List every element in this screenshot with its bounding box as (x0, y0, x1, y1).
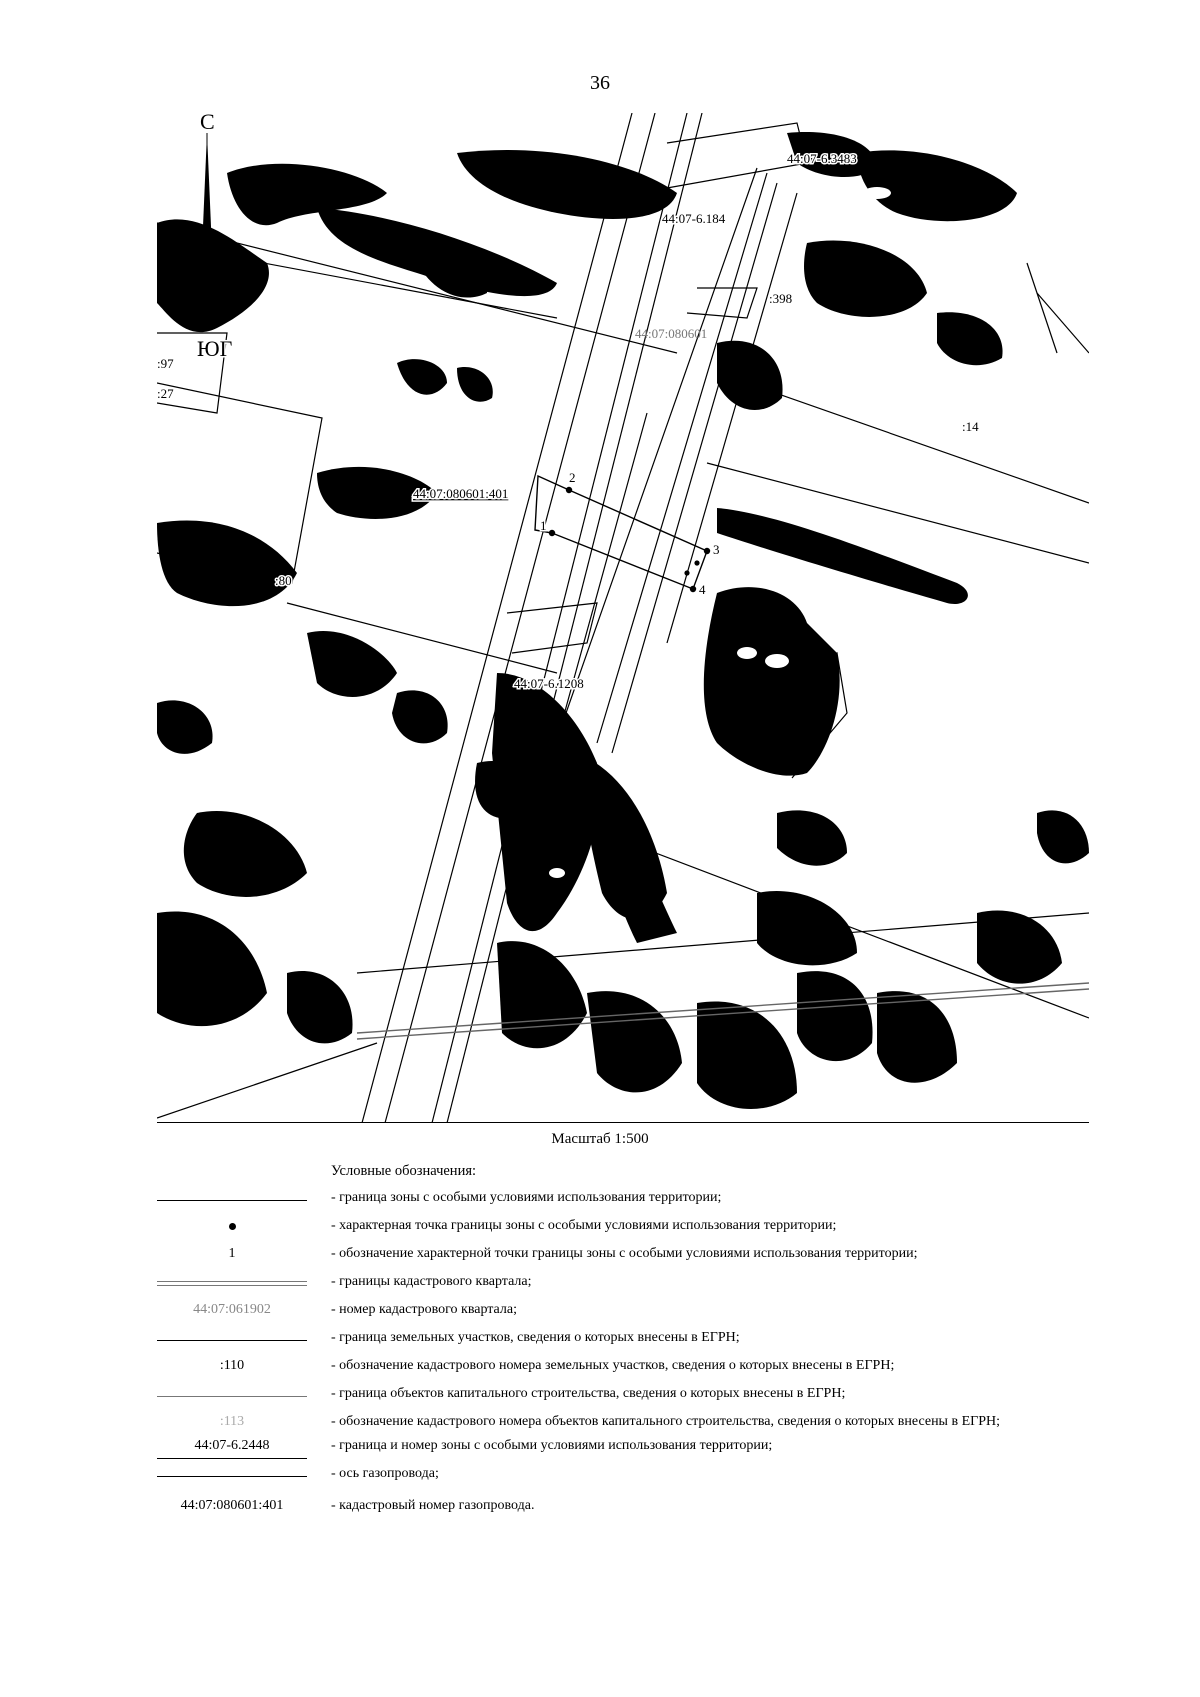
legend-item-zone-boundary (157, 1186, 1117, 1214)
legend-item-building-boundary (157, 1382, 1117, 1410)
label-parcel-14: :14 (962, 419, 979, 434)
label-parcel-398: :398 (769, 291, 793, 306)
zone-point-4 (690, 586, 696, 592)
page-number: 36 (590, 72, 610, 94)
legend-item-point-label (157, 1242, 1117, 1270)
label-zone-184: 44:07-6.184 (662, 211, 726, 226)
legend-symbol (157, 1382, 307, 1410)
cadastral-map (157, 113, 1089, 1123)
label-point-2: 2 (569, 470, 576, 485)
label-zone-1208: 44:07-6.1208 (514, 676, 584, 691)
south-label: ЮГ (197, 336, 233, 361)
legend-symbol: 44:07-6.2448 (157, 1434, 307, 1462)
legend-text: - граница и номер зоны с особыми условиями использования территории; (331, 1438, 773, 1453)
label-point-1: 1 (540, 518, 547, 533)
label-quarter: 44:07:080601 (635, 326, 708, 341)
legend-symbol: 44:07:061902 (193, 1302, 271, 1317)
label-parcel-97: :97 (157, 356, 174, 371)
legend-symbol (157, 1214, 307, 1242)
legend-text: - обозначение кадастрового номера земельных участков, сведения о которых внесены в ЕГРН; (331, 1358, 895, 1373)
legend-text: - номер кадастрового квартала; (331, 1302, 517, 1317)
legend-item-zone-number (157, 1434, 1117, 1462)
legend-text: - ось газопровода; (331, 1466, 439, 1481)
legend-item-parcel-boundary (157, 1326, 1117, 1354)
legend-text: - кадастровый номер газопровода. (331, 1498, 535, 1513)
legend-item-gas-axis (157, 1462, 1117, 1490)
legend-symbol: 1 (228, 1246, 236, 1261)
map-image (157, 113, 1089, 1123)
legend-item-quarter-number (157, 1298, 1117, 1326)
legend-text: - граница земельных участков, сведения о которых внесены в ЕГРН; (331, 1330, 740, 1345)
label-parcel-80: :80 (275, 573, 292, 588)
legend-symbol (157, 1270, 307, 1298)
label-point-4: 4 (699, 582, 706, 597)
legend-symbol: :110 (219, 1358, 245, 1373)
legend-symbol: :113 (219, 1414, 245, 1429)
legend-item-parcel-number (157, 1354, 1117, 1382)
legend-text: - характерная точка границы зоны с особыми условиями использования территории; (331, 1218, 837, 1233)
legend-text: - обозначение характерной точки границы зоны с особыми условиями использования территории; (331, 1246, 918, 1261)
legend-title: Условные обозначения: (331, 1163, 477, 1179)
zone-point-2 (566, 487, 572, 493)
legend-text: - границы кадастрового квартала; (331, 1274, 532, 1289)
label-zone-3483: 44:07-6.3483 (787, 151, 857, 166)
legend-symbol (157, 1462, 307, 1490)
legend-item-gas-number (157, 1494, 1117, 1522)
zone-point-1 (549, 530, 555, 536)
legend-text: - граница объектов капитального строительства, сведения о которых внесены в ЕГРН; (331, 1386, 846, 1401)
legend-item-zone-point (157, 1214, 1117, 1242)
label-point-3: 3 (713, 542, 720, 557)
label-parcel-27: :27 (157, 386, 174, 401)
point-dot-icon (229, 1223, 236, 1230)
legend-symbol: 44:07:080601:401 (180, 1498, 284, 1513)
scale-label: Масштаб 1:500 (551, 1131, 649, 1147)
legend-text: - обозначение кадастрового номера объектов капитального строительства, сведения о которых внесены в ЕГРН; (331, 1414, 1001, 1429)
legend-symbol (157, 1186, 307, 1214)
map-bottom-border (157, 1122, 1089, 1123)
label-gas-401: 44:07:080601:401 (413, 486, 509, 501)
north-label: С (200, 113, 215, 134)
legend-item-quarter-boundary (157, 1270, 1117, 1298)
legend-symbol (157, 1326, 307, 1354)
legend-text: - граница зоны с особыми условиями использования территории; (331, 1190, 722, 1205)
zone-point-3 (704, 548, 710, 554)
